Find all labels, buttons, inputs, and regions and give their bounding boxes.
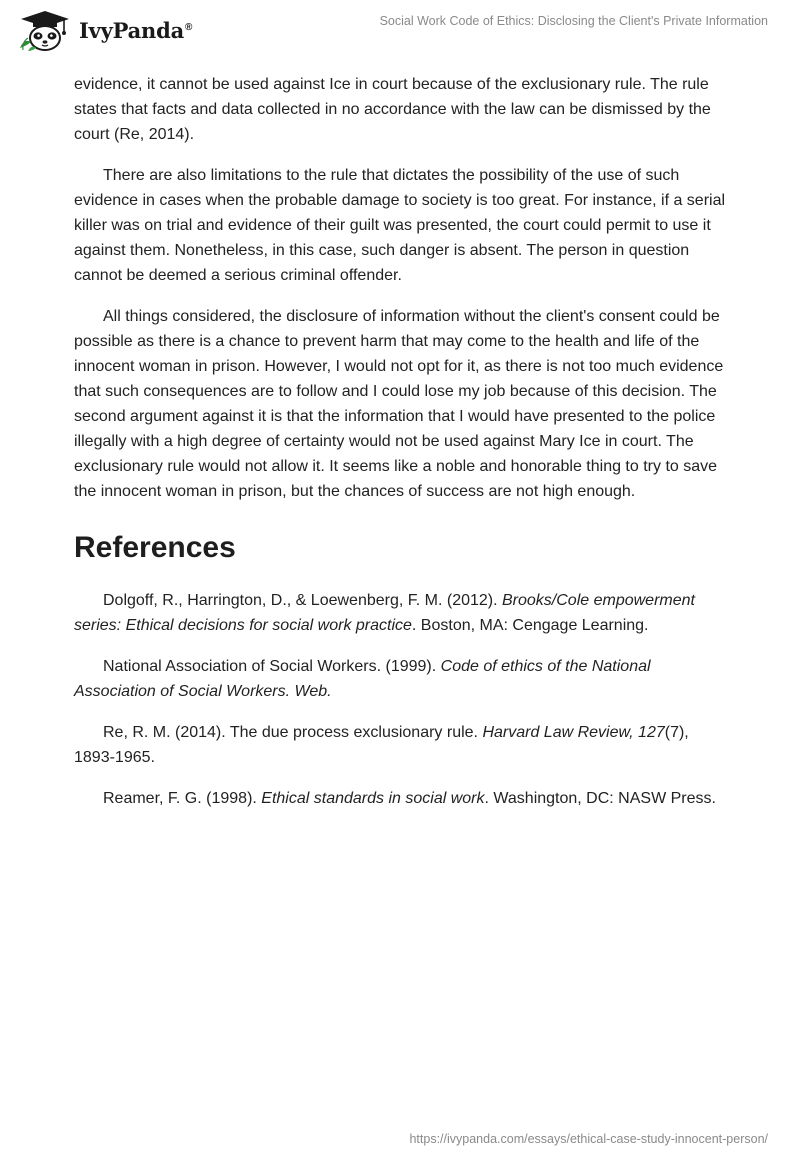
document-title: Social Work Code of Ethics: Disclosing the Client's Private Information [379, 14, 768, 28]
reference-title: Code of ethics of the National Association of Social Workers. Web. [74, 658, 651, 700]
reference-authors: Dolgoff, R., Harrington, D., & Loewenberg, F. M. (2012). [103, 592, 502, 609]
reference-authors: National Association of Social Workers. (1999). [103, 658, 441, 675]
reference-authors: Re, R. M. (2014). The due process exclusionary rule. [103, 724, 483, 741]
body-paragraph: There are also limitations to the rule that dictates the possibility of the use of such evidence in cases when the probable damage to society is too great. For instance, if a serial killer was on trial and evidence of their guilt was presented, the court could permit to use it against them. Nonetheless, in this case, such danger is absent. The person in question cannot be deemed a serious criminal offender. [74, 167, 726, 284]
source-url-link[interactable]: https://ivypanda.com/essays/ethical-case-study-innocent-person/ [409, 1132, 768, 1146]
brand-name: IvyPanda® [79, 17, 193, 43]
body-paragraph: All things considered, the disclosure of information without the client's consent could be possible as there is a chance to prevent harm that may come to the health and life of the innocent woman in prison. However, I would not opt for it, as there is not too much evidence that such consequences are to follow and I could lose my job because of this decision. The second argument against it is that the information that I would have presented to the police illegally with a high degree of certainty would not be used against Mary Ice in court. The exclusionary rule would not allow it. It seems like a noble and honorable thing to try to save the innocent woman in prison, but the chances of success are not high enough. [74, 308, 724, 500]
body-paragraph: evidence, it cannot be used against Ice in court because of the exclusionary rule. The rule states that facts and data collected in no accordance with the law can be dismissed by the court (Re, 2014). [74, 76, 711, 143]
reference-publisher: (7), 1893-1965. [74, 724, 689, 766]
page-header [0, 0, 800, 64]
reference-item [74, 786, 730, 811]
reference-item [74, 654, 730, 704]
essay-content [74, 72, 730, 827]
registered-mark: ® [185, 21, 193, 33]
reference-title: Harvard Law Review, 127 [482, 724, 665, 741]
reference-item [74, 588, 730, 638]
reference-title: Brooks/Cole empowerment series: Ethical decisions for social work practice [74, 592, 695, 634]
reference-item [74, 720, 730, 770]
reference-publisher: . Boston, MA: Cengage Learning. [411, 617, 649, 634]
reference-publisher: . Washington, DC: NASW Press. [484, 790, 716, 807]
panda-graduate-icon [14, 8, 76, 52]
references-heading: References [74, 531, 236, 564]
reference-title: Ethical standards in social work [261, 790, 485, 807]
ivypanda-logo[interactable] [14, 8, 192, 52]
reference-authors: Reamer, F. G. (1998). [103, 790, 262, 807]
